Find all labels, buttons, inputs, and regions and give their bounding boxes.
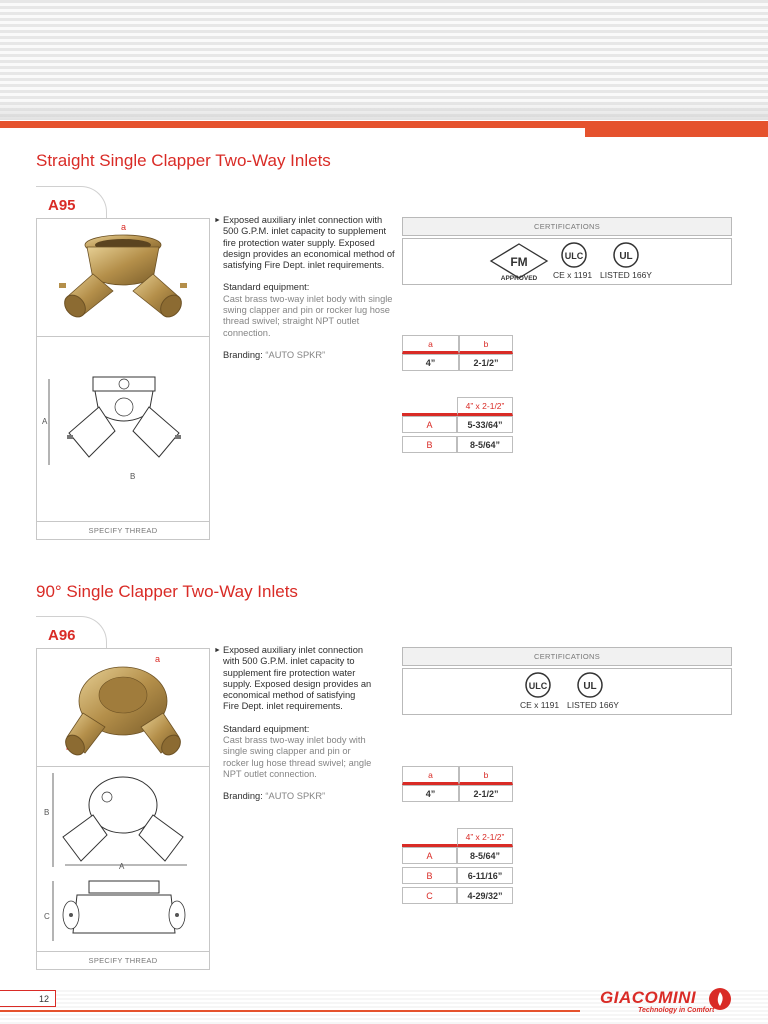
product-image-panel <box>36 648 210 970</box>
ul-mark-text: UL <box>583 681 597 692</box>
size-header-a: a <box>402 766 459 785</box>
dim-label-b: B <box>130 472 136 481</box>
approved-mark-text: APPROVED <box>500 275 538 281</box>
page-number: 12 <box>0 990 56 1007</box>
specify-thread-label: SPECIFY THREAD <box>37 521 209 539</box>
standard-equipment-label: Standard equipment: <box>223 282 310 293</box>
inlet-drawing-icon <box>45 357 203 482</box>
dimension-row-label: C <box>402 887 457 904</box>
technical-drawing <box>37 766 209 952</box>
technical-drawing <box>37 336 209 522</box>
branding-label: Branding: <box>223 349 263 360</box>
description-text: Exposed auxiliary inlet connection with 500 G.P.M. inlet capacity to supplement fire protection water supply. Exposed design provides an economical method of satisfying Fire Dept. inlet requirements. <box>223 645 372 712</box>
dimension-row-value: 8-5/64” <box>457 847 513 864</box>
ulc-mark-icon <box>523 672 553 698</box>
header-red-block <box>585 121 768 137</box>
cert-caption: LISTED 166Y <box>567 700 619 710</box>
cert-caption: CE x 1191 <box>553 270 593 280</box>
header-shadow <box>0 100 768 120</box>
ulc-mark-icon <box>559 242 589 268</box>
dimension-row-value: 8-5/64” <box>457 436 513 453</box>
dim-label-c: C <box>44 912 50 921</box>
section-title: 90° Single Clapper Two-Way Inlets <box>36 582 298 601</box>
product-code: A95 <box>48 197 76 214</box>
inlet-photo-icon <box>61 661 185 757</box>
size-value-b: 2-1/2” <box>459 785 513 802</box>
brand-tagline: Technology in Comfort <box>638 1007 715 1014</box>
inlet-photo-icon <box>57 229 189 329</box>
dimension-row-value: 6-11/16” <box>457 867 513 884</box>
photo-label-a: a <box>155 654 161 664</box>
product-photo <box>37 219 209 336</box>
standard-equipment-label: Standard equipment: <box>223 723 310 734</box>
dimension-header: 4” x 2-1/2” <box>457 397 513 416</box>
dimension-row-label: B <box>402 867 457 884</box>
section-title: Straight Single Clapper Two-Way Inlets <box>36 151 331 170</box>
photo-label-a: a <box>121 222 127 232</box>
dim-label-a: A <box>119 862 125 871</box>
product-code: A96 <box>48 627 76 644</box>
size-value-a: 4” <box>402 785 459 802</box>
inlet-drawing-icon <box>47 771 199 951</box>
dim-label-b: B <box>44 808 50 817</box>
cert-caption: LISTED 166Y <box>600 270 652 280</box>
dimension-table <box>402 397 513 453</box>
dimension-header: 4” x 2-1/2” <box>457 828 513 847</box>
ul-mark-text: UL <box>619 251 633 262</box>
ul-mark-icon <box>611 242 641 268</box>
size-header-b: b <box>459 766 513 785</box>
dimension-row-value: 4-29/32” <box>457 887 513 904</box>
product-code-tab <box>36 616 106 650</box>
standard-equipment-text: Cast brass two-way inlet body with single swing clapper and pin or rocker lug hose thread swivel; angle NPT outlet connection. <box>223 735 372 779</box>
ulc-mark-text: ULC <box>564 251 584 261</box>
product-code-tab <box>36 186 106 220</box>
cert-caption: CE x 1191 <box>520 700 560 710</box>
specify-thread-label: SPECIFY THREAD <box>37 951 209 969</box>
branding-label: Branding: <box>223 791 263 802</box>
dimension-row-label: A <box>402 847 457 864</box>
size-table <box>402 335 513 371</box>
description-text: Exposed auxiliary inlet connection with 500 G.P.M. inlet capacity to supplement fire protection water supply. Exposed design provides an economical method of satisfying Fire Dept. inlet requirements. <box>223 215 395 271</box>
fm-mark-text: FM <box>510 255 528 269</box>
product-photo <box>37 649 209 766</box>
dim-label-a: A <box>42 417 48 426</box>
certifications-box <box>402 668 732 715</box>
certifications-header: CERTIFICATIONS <box>402 217 732 236</box>
size-value-a: 4” <box>402 354 459 371</box>
size-header-b: b <box>459 335 513 354</box>
dimension-row-label: B <box>402 436 457 453</box>
product-image-panel <box>36 218 210 540</box>
ul-mark-icon <box>575 672 605 698</box>
product-description <box>214 215 398 361</box>
certifications-box <box>402 238 732 285</box>
fm-approved-icon <box>489 243 549 281</box>
bullet-icon: ► <box>214 217 221 224</box>
dimension-table <box>402 828 513 904</box>
bullet-icon: ► <box>214 647 221 654</box>
dimension-row-label: A <box>402 416 457 433</box>
branding-value: “AUTO SPKR” <box>265 349 326 360</box>
size-value-b: 2-1/2” <box>459 354 513 371</box>
size-table <box>402 766 513 802</box>
ulc-mark-text: ULC <box>528 681 548 691</box>
certifications-header: CERTIFICATIONS <box>402 647 732 666</box>
branding-value: “AUTO SPKR” <box>265 791 326 802</box>
brand-logo: GIACOMINI <box>600 988 697 1007</box>
footer-red-line <box>0 1010 580 1012</box>
standard-equipment-text: Cast brass two-way inlet body with single swing clapper and pin or rocker lug hose thread swivel; straight NPT outlet connection. <box>223 293 393 338</box>
product-description <box>214 645 373 803</box>
size-header-a: a <box>402 335 459 354</box>
dimension-row-value: 5-33/64” <box>457 416 513 433</box>
